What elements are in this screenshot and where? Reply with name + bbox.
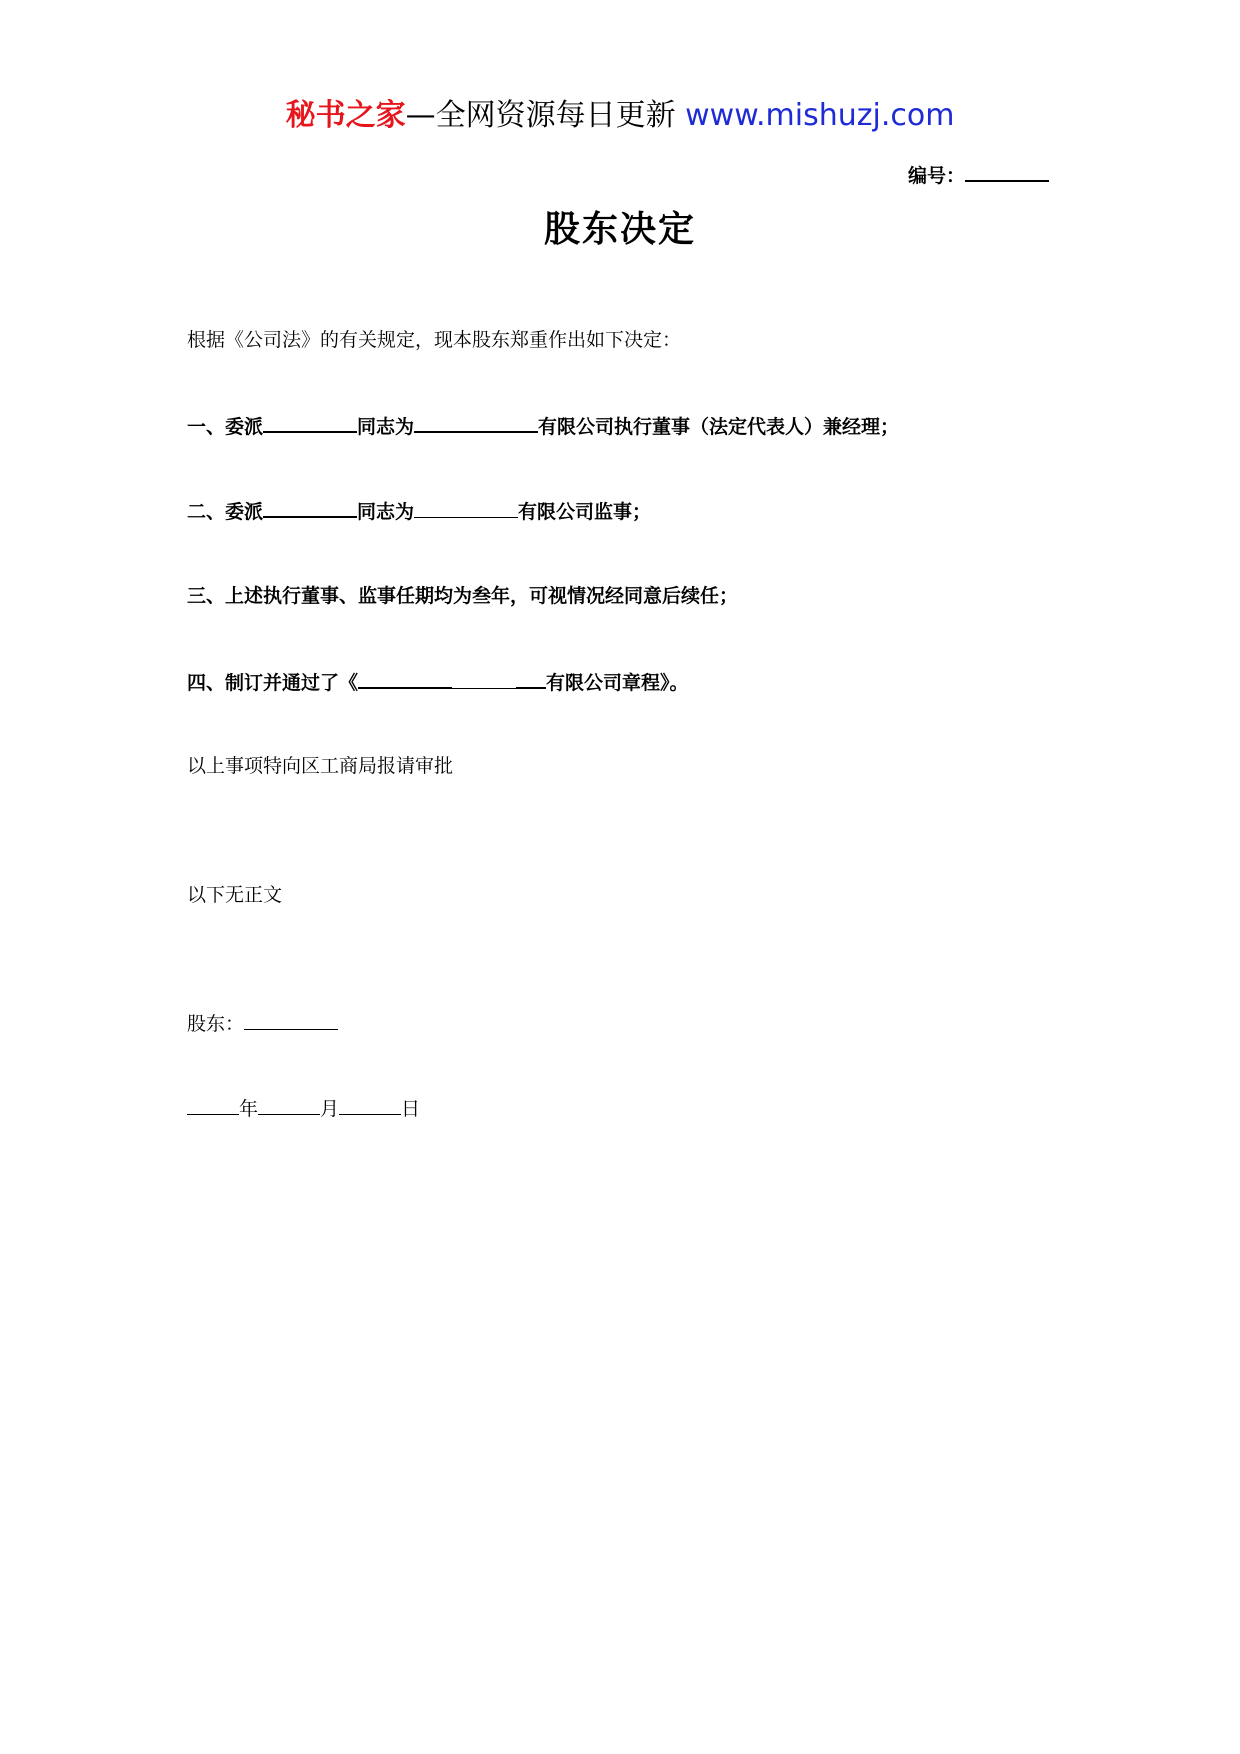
item-one [187,411,899,441]
item-one-mid: 同志为 [357,416,415,438]
shareholder-signature [187,1009,338,1038]
banner-brand: 秘书之家 [285,98,406,133]
end-note: 以下无正文 [187,884,283,906]
item-four-blank-c [516,667,546,689]
item-four [187,667,689,697]
item-two-mid: 同志为 [357,501,415,523]
item-one-name-blank [263,411,357,433]
item-four-blank-b [452,668,516,689]
shareholder-label: 股东： [187,1013,245,1035]
document-number-blank [965,160,1049,182]
date-line [187,1094,420,1123]
item-one-prefix: 一、委派 [187,416,264,438]
item-one-company-blank [414,411,538,433]
item-one-suffix: 有限公司执行董事（法定代表人）兼经理； [538,416,900,438]
item-four-prefix: 四、制订并通过了《 [187,672,359,694]
report-note: 以上事项特向区工商局报请审批 [187,755,454,777]
item-two [187,496,651,526]
year-label: 年 [239,1098,259,1120]
document-number-label: 编号： [908,165,966,187]
document-number [908,160,1049,190]
item-two-prefix: 二、委派 [187,501,264,523]
year-blank [187,1094,239,1115]
banner-url-link[interactable]: www.mishuzj.com [685,98,955,133]
day-blank [339,1094,401,1115]
month-label: 月 [320,1098,340,1120]
item-four-suffix: 有限公司章程》。 [546,672,689,694]
site-banner [0,96,1240,136]
banner-slogan: —全网资源每日更新 [405,98,686,133]
month-blank [258,1094,320,1115]
item-three: 三、上述执行董事、监事任期均为叁年，可视情况经同意后续任； [187,585,739,607]
intro-paragraph: 根据《公司法》的有关规定，现本股东郑重作出如下决定： [187,329,682,351]
document-title: 股东决定 [543,209,696,250]
day-label: 日 [401,1098,421,1120]
item-two-name-blank [263,496,357,518]
item-two-company-blank [414,497,518,518]
shareholder-blank [244,1009,338,1030]
item-two-suffix: 有限公司监事； [518,501,652,523]
item-four-blank-a [358,667,452,689]
